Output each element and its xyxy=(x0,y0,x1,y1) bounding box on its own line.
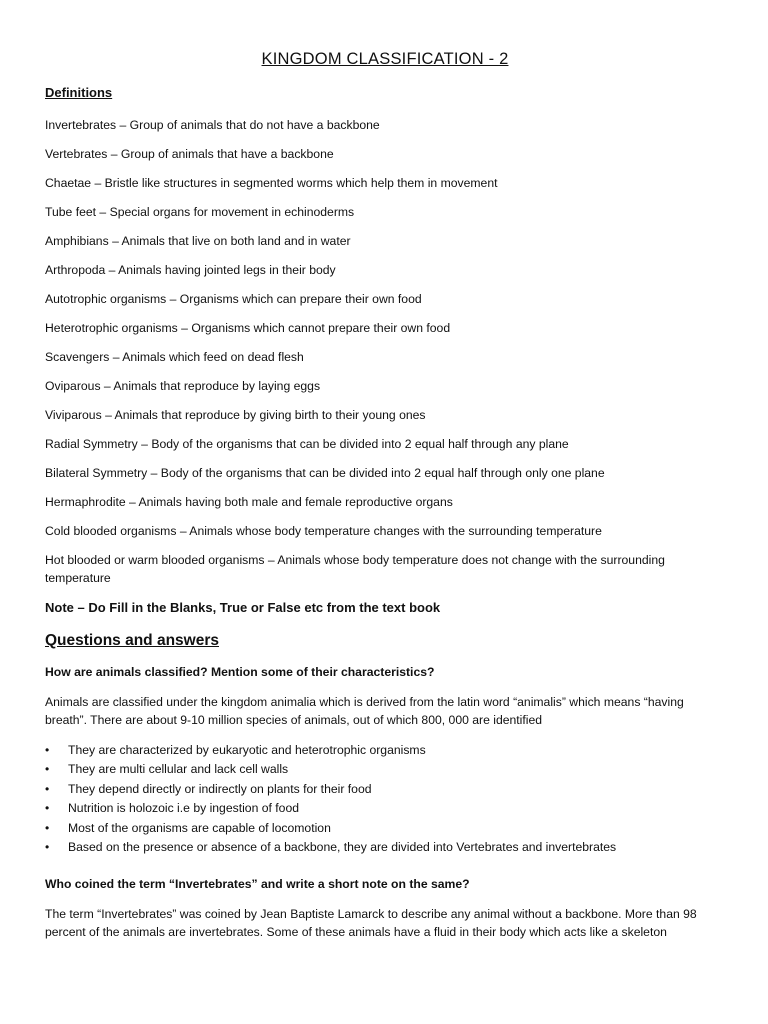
definition-item: Chaetae – Bristle like structures in segmented worms which help them in movement xyxy=(45,176,498,190)
definition-item: Hermaphrodite – Animals having both male and female reproductive organs xyxy=(45,495,453,509)
list-item xyxy=(45,838,725,857)
bullet-icon: • xyxy=(45,820,50,835)
page-title: KINGDOM CLASSIFICATION - 2 xyxy=(261,50,509,68)
definition-item: Vertebrates – Group of animals that have a backbone xyxy=(45,147,334,161)
definition-item: Arthropoda – Animals having jointed legs in their body xyxy=(45,263,336,277)
definition-item: Scavengers – Animals which feed on dead flesh xyxy=(45,350,304,364)
list-item xyxy=(45,760,725,779)
bullet-icon: • xyxy=(45,801,50,816)
textbook-note: Note – Do Fill in the Blanks, True or False etc from the text book xyxy=(45,600,441,615)
list-item xyxy=(45,819,725,838)
list-item-text: They are multi cellular and lack cell walls xyxy=(68,762,289,777)
definition-item: Viviparous – Animals that reproduce by giving birth to their young ones xyxy=(45,408,426,422)
definitions-heading: Definitions xyxy=(45,85,113,100)
definition-item: Hot blooded or warm blooded organisms – Animals whose body temperature does not change with the surrounding temperature xyxy=(45,553,665,585)
list-item xyxy=(45,780,725,799)
definition-item: Oviparous – Animals that reproduce by laying eggs xyxy=(45,379,321,393)
list-item-text: Based on the presence or absence of a backbone, they are divided into Vertebrates and invertebrates xyxy=(68,840,617,855)
definition-item: Tube feet – Special organs for movement in echinoderms xyxy=(45,205,355,219)
characteristics-list xyxy=(45,741,725,857)
list-item-text: They depend directly or indirectly on plants for their food xyxy=(68,781,372,796)
list-item-text: They are characterized by eukaryotic and heterotrophic organisms xyxy=(68,743,426,757)
bullet-icon: • xyxy=(45,762,50,777)
definition-item: Autotrophic organisms – Organisms which can prepare their own food xyxy=(45,292,422,306)
answer-1: Animals are classified under the kingdom animalia which is derived from the latin word “animalis” which means “having breath”. There are about 9-10 million species of animals, out of which 800, 000 are identified xyxy=(45,695,684,727)
list-item-text: Nutrition is holozoic i.e by ingestion of food xyxy=(68,801,300,816)
list-item xyxy=(45,799,725,818)
definition-item: Invertebrates – Group of animals that do not have a backbone xyxy=(45,118,380,132)
questions-heading: Questions and answers xyxy=(45,632,219,649)
question-2: Who coined the term “Invertebrates” and write a short note on the same? xyxy=(45,877,470,891)
list-item xyxy=(45,741,725,760)
definition-item: Bilateral Symmetry – Body of the organisms that can be divided into 2 equal half through only one plane xyxy=(45,466,605,480)
list-item-text: Most of the organisms are capable of locomotion xyxy=(68,820,331,835)
bullet-icon: • xyxy=(45,781,50,796)
bullet-icon: • xyxy=(45,743,50,757)
bullet-icon: • xyxy=(45,840,50,855)
answer-2: The term “Invertebrates” was coined by Jean Baptiste Lamarck to describe any animal without a backbone. More than 98 percent of the animals are invertebrates. Some of these animals have a fluid in their body which acts like a skeleton xyxy=(45,907,697,939)
definitions-list xyxy=(45,116,725,598)
definition-item: Amphibians – Animals that live on both land and in water xyxy=(45,234,351,248)
question-1: How are animals classified? Mention some of their characteristics? xyxy=(45,665,435,679)
definition-item: Radial Symmetry – Body of the organisms that can be divided into 2 equal half through any plane xyxy=(45,437,569,451)
definition-item: Cold blooded organisms – Animals whose body temperature changes with the surrounding temperature xyxy=(45,524,602,538)
definition-item: Heterotrophic organisms – Organisms which cannot prepare their own food xyxy=(45,321,451,335)
